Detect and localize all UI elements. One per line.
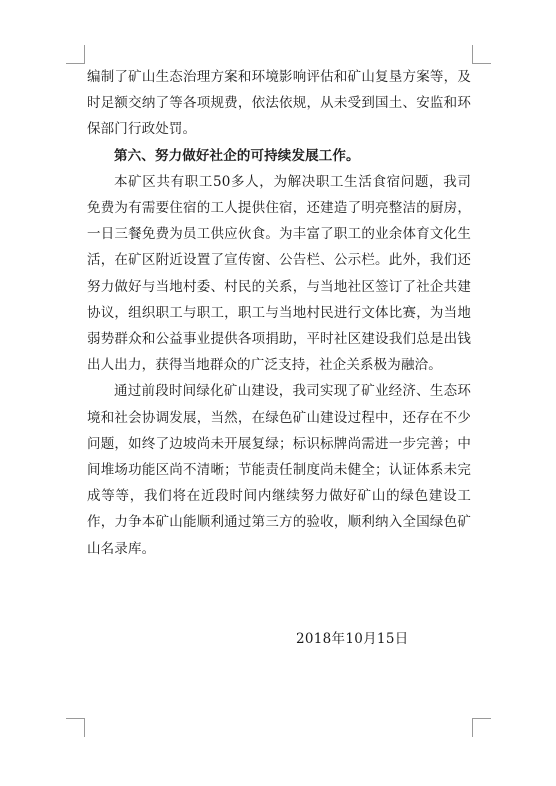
crop-mark-top-right xyxy=(472,45,491,64)
crop-mark-top-left xyxy=(66,45,85,64)
paragraph-summary-outlook: 通过前段时间绿化矿山建设，我司实现了矿业经济、生态环境和社会协调发展，当然，在绿色矿山建设过程中，还存在不少问题，如终了边坡尚未开展复绿；标识标牌尚需进一步完善；中间堆场功能区尚不清晰；节能责任制度尚未健全；认证体系未完成等等，我们将在近段时间内继续努力做好矿山的绿色建设工作，力争本矿山能顺利通过第三方的验收，顺利纳入全国绿色矿山名录库。 xyxy=(87,383,471,557)
section-heading-sustainable-development: 第六、努力做好社企的可持续发展工作。 xyxy=(114,147,360,164)
paragraph-environmental-compliance: 编制了矿山生态治理方案和环境影响评估和矿山复垦方案等，及时足额交纳了等各项规费，依法依规，从未受到国土、安监和环保部门行政处罚。 xyxy=(87,69,471,138)
crop-mark-bottom-right xyxy=(472,718,491,737)
crop-mark-bottom-left xyxy=(66,718,85,737)
document-body xyxy=(87,64,471,562)
paragraph-employee-community: 本矿区共有职工50多人，为解决职工生活食宿问题，我司免费为有需要住宿的工人提供住宿，还建造了明亮整洁的厨房，一日三餐免费为员工供应伙食。为丰富了职工的业余体育文化生活，在矿区附近设置了宣传窗、公告栏、公示栏。此外，我们还努力做好与当地村委、村民的关系，与当地社区签订了社企共建协议，组织职工与职工，职工与当地村民进行文体比赛，为当地弱势群众和公益事业提供各项捐助，平时社区建设我们总是出钱出人出力，获得当地群众的广泛支持，社企关系极为融洽。 xyxy=(87,173,471,374)
document-date: 2018年10月15日 xyxy=(296,631,409,647)
